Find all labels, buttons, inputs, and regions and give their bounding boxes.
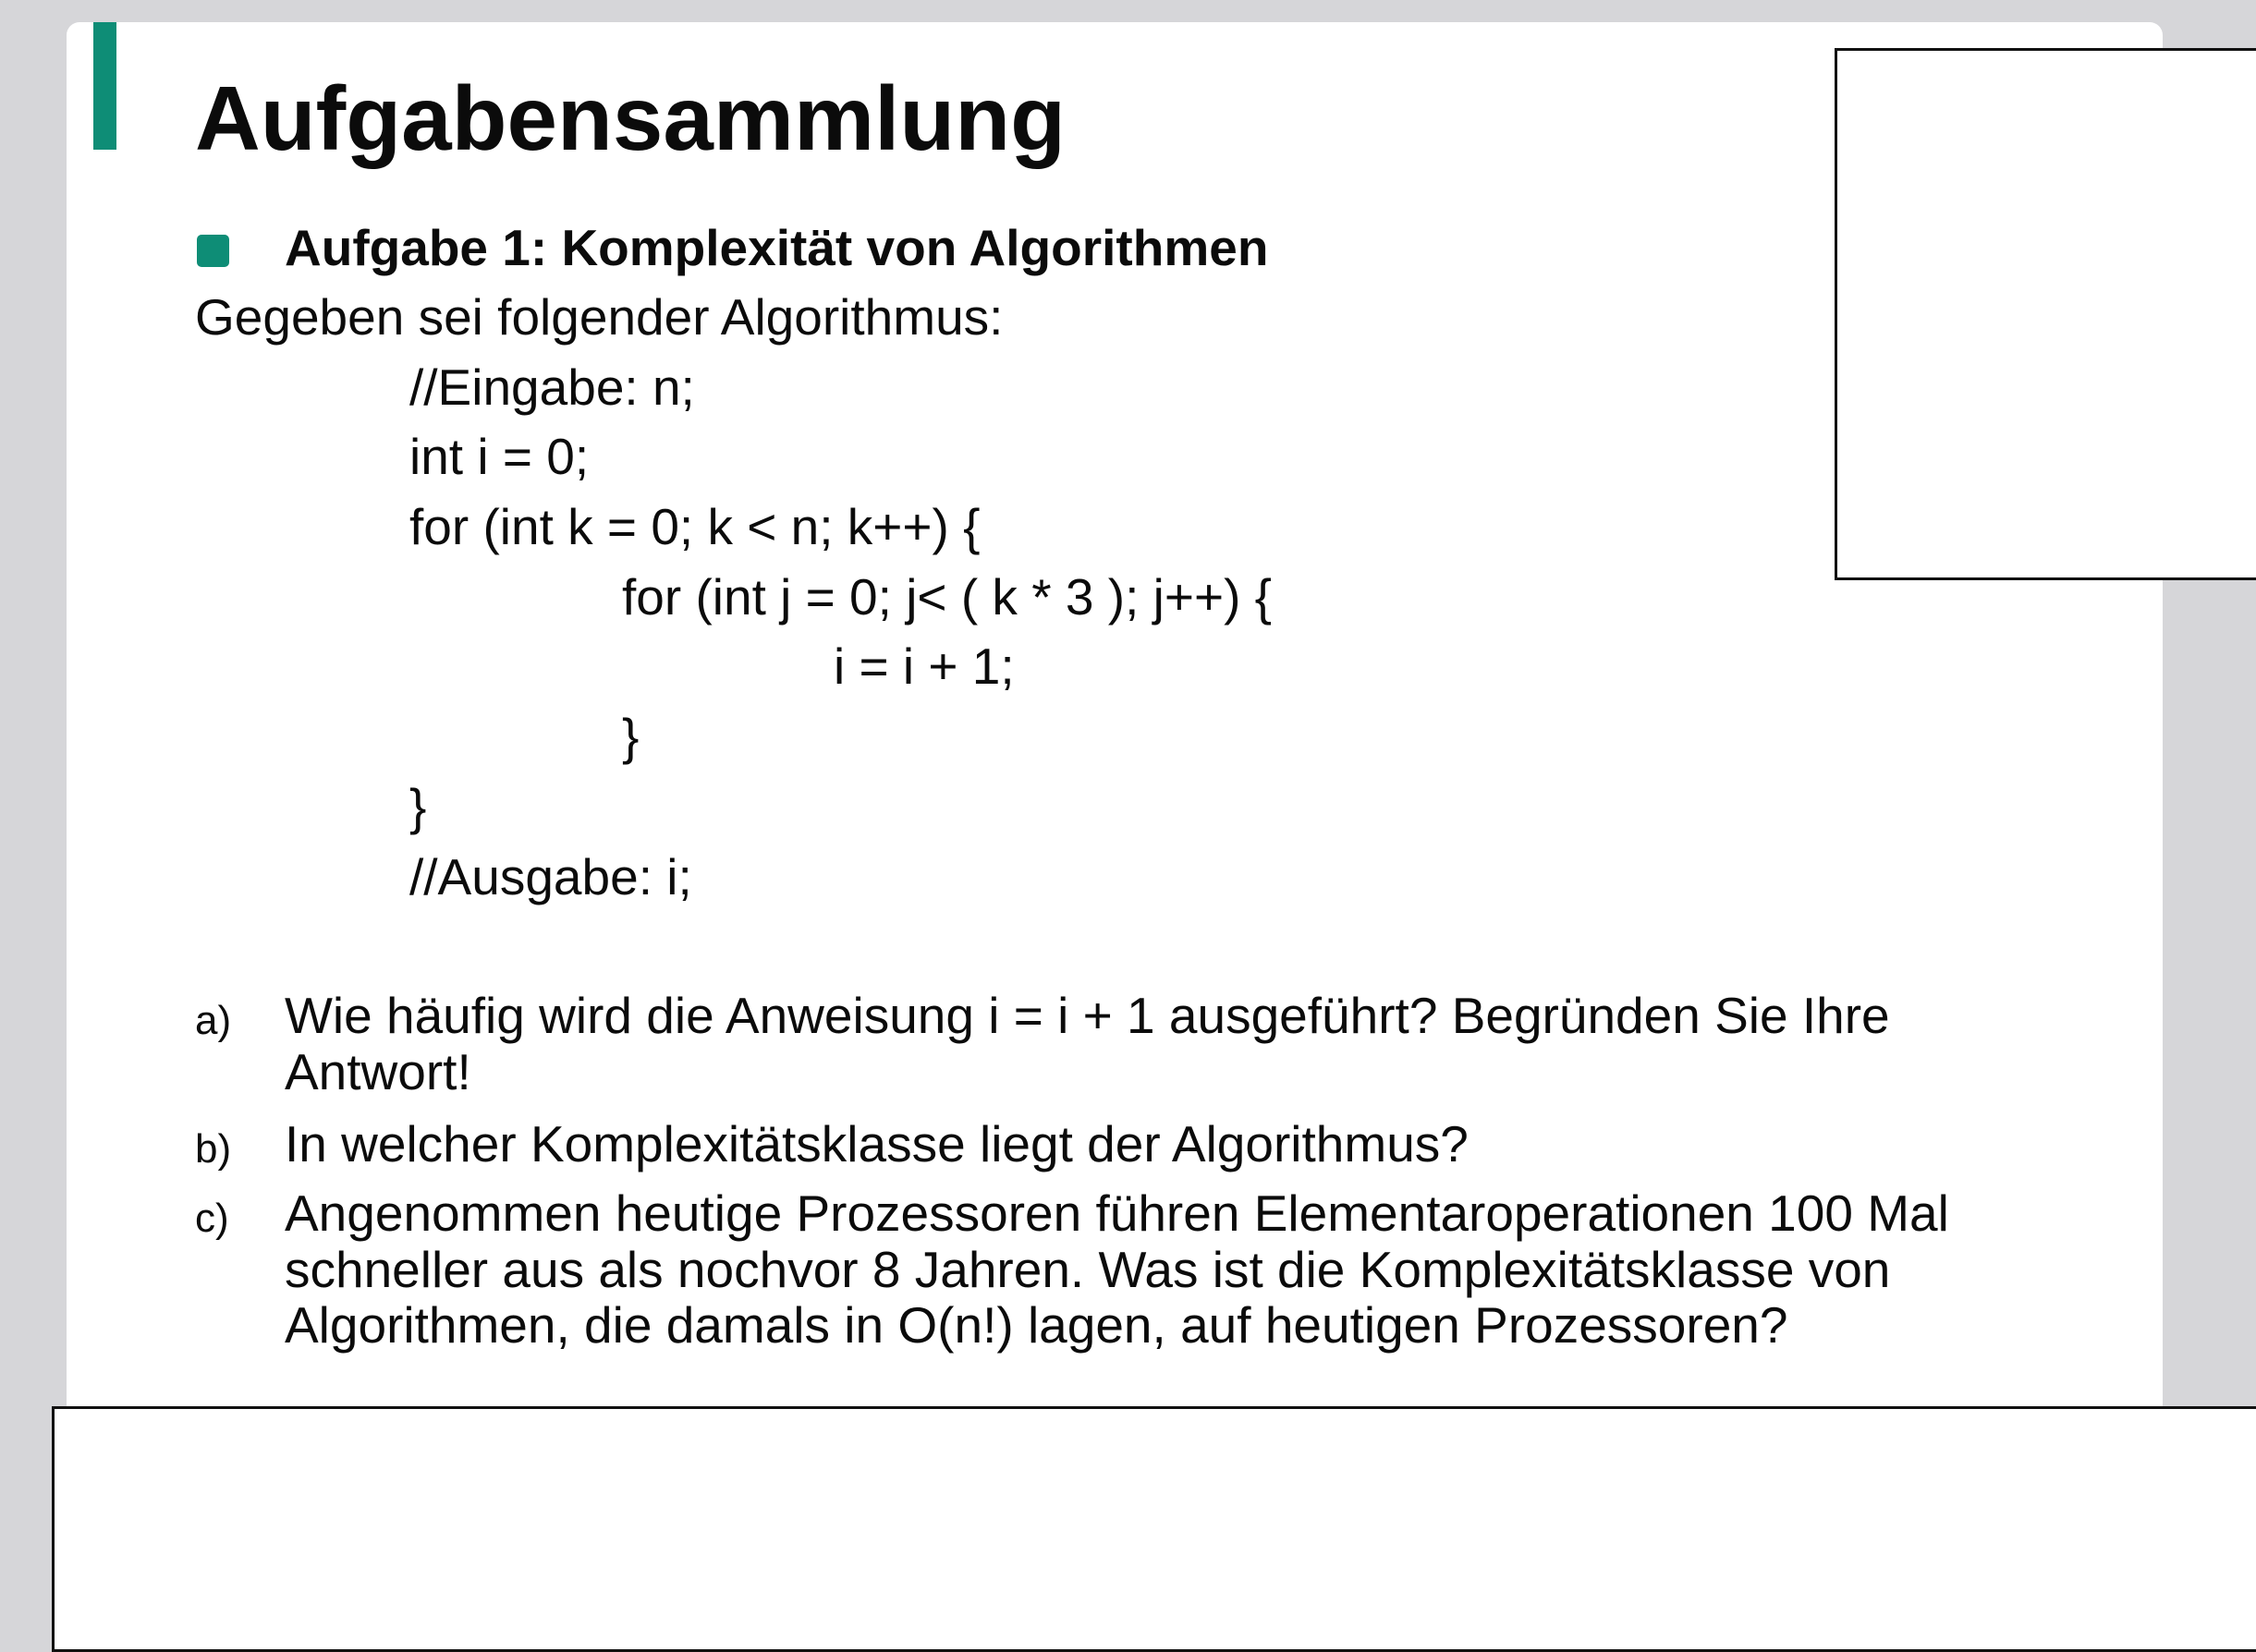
empty-frame-top-right	[1835, 48, 2256, 580]
code-line: //Ausgabe: i;	[409, 848, 692, 905]
question-marker: c)	[195, 1196, 229, 1241]
code-line: }	[622, 708, 640, 765]
task-heading: Aufgabe 1: Komplexität von Algorithmen	[285, 219, 1269, 276]
intro-text: Gegeben sei folgender Algorithmus:	[195, 288, 1004, 346]
title-accent-bar	[93, 22, 116, 150]
question-text: In welcher Komplexitätsklasse liegt der Algorithmus?	[285, 1115, 1469, 1172]
code-line: for (int j = 0; j< ( k * 3 ); j++) {	[622, 568, 1273, 626]
bullet-square-icon	[197, 235, 229, 267]
question-marker: a)	[195, 998, 232, 1043]
code-line: }	[409, 778, 427, 835]
code-line: int i = 0;	[409, 428, 590, 485]
slide-title: Aufgabensammlung	[195, 67, 1066, 169]
question-text: Wie häufig wird die Anweisung i = i + 1 ausgeführt? Begründen Sie Ihre Antwort!	[285, 987, 1890, 1100]
empty-frame-bottom	[52, 1406, 2256, 1652]
code-line: //Eingabe: n;	[409, 358, 695, 416]
question-marker: b)	[195, 1126, 232, 1172]
code-line: for (int k = 0; k < n; k++) {	[409, 498, 981, 555]
code-line: i = i + 1;	[834, 638, 1015, 695]
question-text: Angenommen heutige Prozessoren führen Elementaroperationen 100 Mal schneller aus als nochvor 8 Jahren. Was ist die Komplexitätsklasse von Algorithmen, die damals in O(n!) lagen, auf heutigen Prozessoren?	[285, 1184, 1949, 1354]
